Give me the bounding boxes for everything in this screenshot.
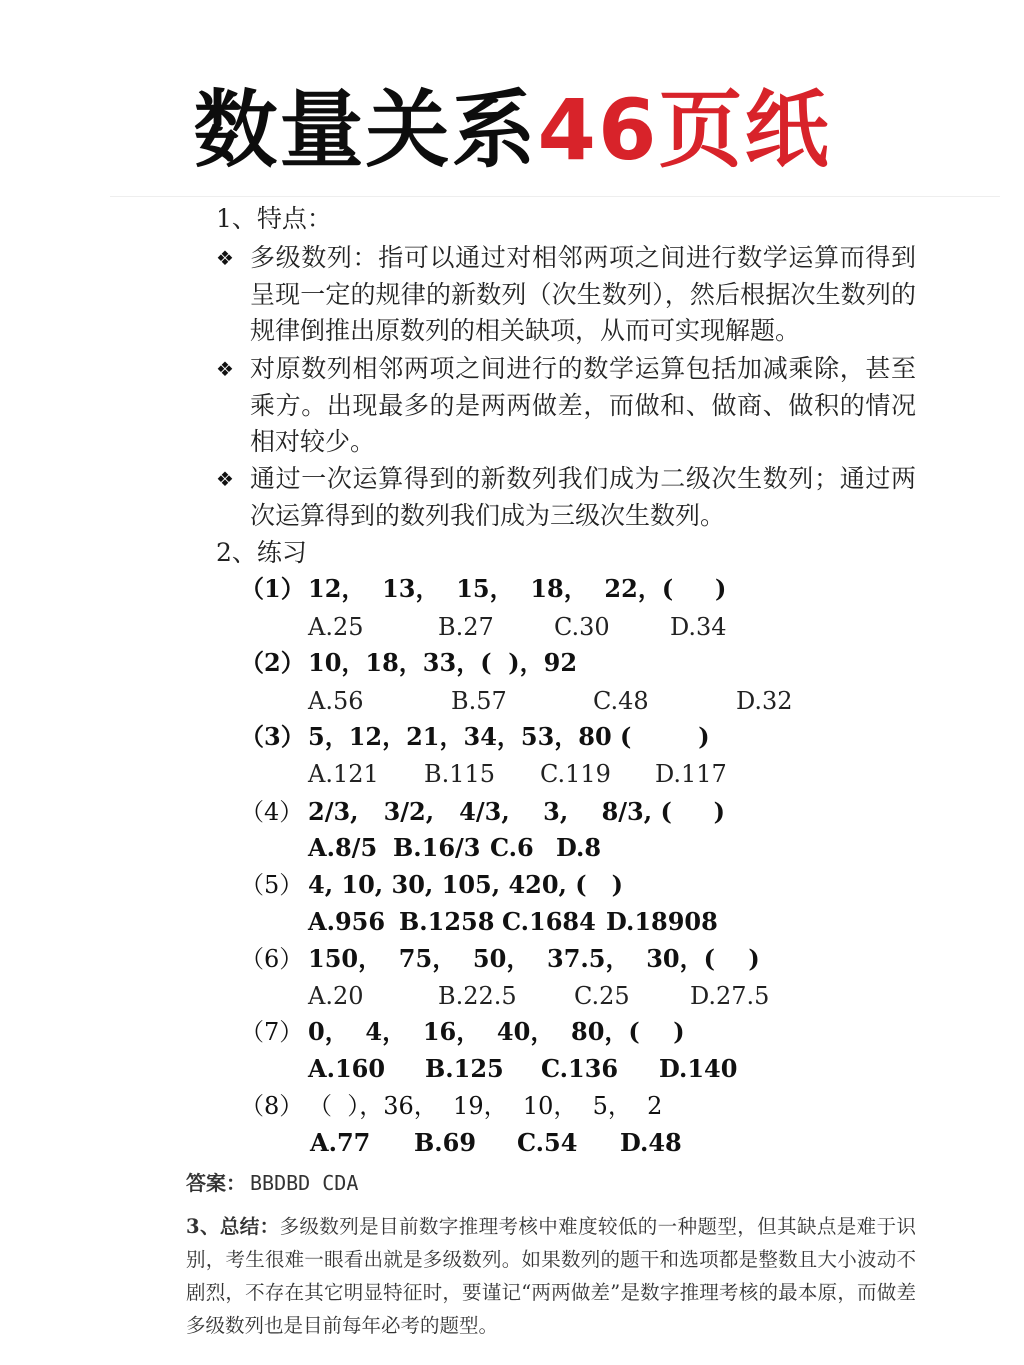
page-title-red: 46页纸 [537, 81, 831, 179]
option: C.6 [490, 833, 534, 862]
option: B.69 [414, 1128, 477, 1157]
summary-label: 3、总结： [186, 1215, 280, 1238]
question-stem: 5，12，21，34，53，80 ( ) [308, 722, 710, 751]
option: A.25 [308, 613, 364, 641]
answer-label: 答案： [186, 1171, 246, 1195]
option: D.27.5 [690, 982, 770, 1010]
option: A.121 [308, 760, 379, 788]
section2-heading: 2、练习 [216, 538, 307, 567]
option: C.119 [540, 760, 611, 788]
option: D.8 [556, 833, 602, 862]
option: B.27 [438, 613, 494, 641]
option: C.1684 [502, 907, 596, 936]
bullet-text: 对原数列相邻两项之间进行的数学运算包括加减乘除，甚至乘方。出现最多的是两两做差，而做和、做商、做积的情况相对较少。 [250, 354, 916, 456]
question-stem: 2/3, 3/2, 4/3, 3, 8/3, ( ) [308, 797, 725, 826]
option: D.140 [659, 1054, 738, 1083]
option: C.48 [593, 687, 649, 715]
option: D.48 [620, 1128, 682, 1157]
summary-paragraph [186, 1210, 916, 1342]
option: B.125 [425, 1054, 504, 1083]
option: B.22.5 [438, 982, 517, 1010]
question-stem: （ ），36， 19， 10， 5， 2 [308, 1092, 663, 1120]
question-number: （8） [240, 1092, 304, 1120]
option: B.1258 [399, 907, 495, 936]
diamond-bullet-icon: ❖ [216, 467, 234, 491]
option: C.30 [554, 613, 610, 641]
page-title [0, 80, 1024, 180]
diamond-bullet-icon: ❖ [216, 357, 234, 381]
question-number: （2） [240, 648, 305, 677]
option: A.20 [308, 982, 364, 1010]
question-number: （6） [240, 945, 304, 973]
question-7 [240, 1015, 685, 1049]
bullet-item [216, 461, 916, 534]
page-title-black: 数量关系 [193, 81, 538, 179]
question-number: （3） [240, 722, 305, 751]
option: A.77 [310, 1128, 371, 1157]
option: D.117 [655, 760, 727, 788]
bullet-item [216, 351, 916, 461]
question-number: （4） [240, 798, 304, 826]
divider [110, 196, 1000, 197]
section1-heading: 1、特点： [216, 204, 332, 233]
answer-line [186, 1168, 358, 1198]
question-3 [240, 720, 710, 754]
question-stem: 4, 10, 30, 105, 420, ( ) [308, 870, 624, 899]
option: C.25 [574, 982, 630, 1010]
option: A.956 [308, 907, 386, 936]
question-5 [240, 868, 623, 902]
summary-text: 多级数列是目前数字推理考核中难度较低的一种题型，但其缺点是难于识别，考生很难一眼看出就是多级数列。如果数列的题干和选项都是整数且大小波动不剧烈，不存在其它明显特征时，要谨记“两两做差”是数字推理考核的最本原，而做差多级数列也是目前每年必考的题型。 [186, 1215, 916, 1337]
bullet-item [216, 240, 916, 350]
question-8 [240, 1089, 662, 1123]
option: D.18908 [606, 907, 718, 936]
bullet-text: 多级数列：指可以通过对相邻两项之间进行数学运算而得到呈现一定的规律的新数列（次生数列），然后根据次生数列的规律倒推出原数列的相关缺项，从而可实现解题。 [250, 243, 916, 345]
question-1 [240, 572, 726, 606]
option: A.160 [308, 1054, 386, 1083]
option: D.32 [736, 687, 793, 715]
question-6 [240, 942, 760, 976]
option: D.34 [670, 613, 727, 641]
question-stem: 12， 13， 15， 18， 22，( ) [308, 574, 727, 603]
question-2 [240, 646, 577, 680]
answer-value: BBDBD CDA [250, 1171, 359, 1195]
option: B.115 [424, 760, 496, 788]
option: A.8/5 [308, 833, 378, 862]
bullet-text: 通过一次运算得到的新数列我们成为二级次生数列；通过两次运算得到的数列我们成为三级次生数列。 [250, 464, 916, 530]
question-stem: 10，18，33，( )，92 [308, 648, 578, 677]
option: C.136 [541, 1054, 619, 1083]
option: B.16/3 [393, 833, 481, 862]
question-stem: 150， 75， 50， 37.5， 30，( ) [308, 944, 760, 973]
question-number: （7） [240, 1018, 304, 1046]
question-4 [240, 795, 725, 829]
option: B.57 [451, 687, 507, 715]
question-number: （1） [240, 574, 305, 603]
option: A.56 [308, 687, 364, 715]
diamond-bullet-icon: ❖ [216, 246, 234, 270]
question-stem: 0， 4， 16， 40， 80，( ) [308, 1017, 685, 1046]
option: C.54 [517, 1128, 578, 1157]
question-number: （5） [240, 871, 304, 899]
